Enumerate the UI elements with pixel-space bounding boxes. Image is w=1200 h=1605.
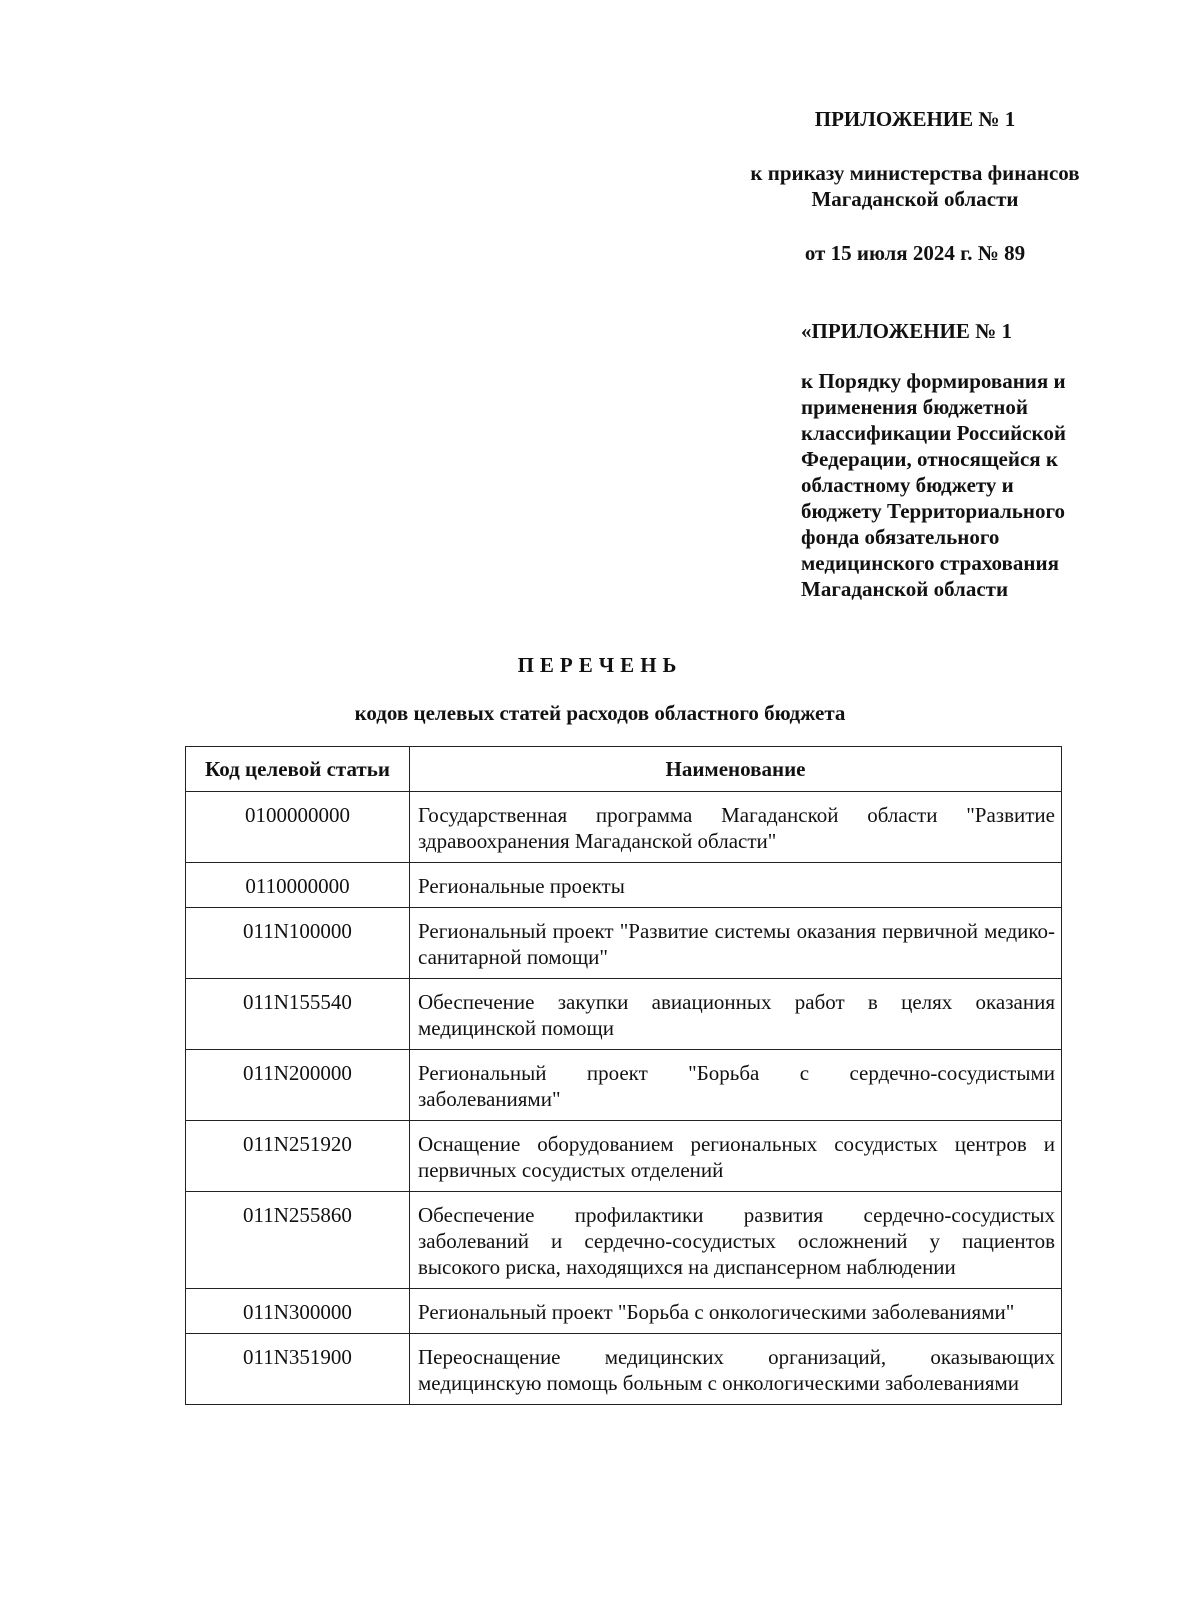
code-cell: 0110000000: [186, 863, 410, 908]
procedure-line: Магаданской области: [801, 577, 1009, 601]
codes-table: [185, 746, 1062, 1405]
code-cell: 011N155540: [186, 979, 410, 1050]
table-row: [186, 1334, 1062, 1405]
table-header-row: [186, 747, 1062, 792]
code-cell: 011N300000: [186, 1289, 410, 1334]
table-row: [186, 908, 1062, 979]
procedure-line: областному бюджету и: [801, 473, 1014, 497]
procedure-line: к Порядку формирования и: [801, 369, 1066, 393]
code-cell: 011N100000: [186, 908, 410, 979]
column-header-name: Наименование: [410, 747, 1062, 792]
table-row: [186, 1121, 1062, 1192]
procedure-line: Федерации, относящейся к: [801, 447, 1059, 471]
procedure-line: классификации Российской: [801, 421, 1066, 445]
table-row: [186, 792, 1062, 863]
name-cell: Региональный проект "Борьба с онкологическими заболеваниями": [410, 1289, 1062, 1334]
name-cell: Государственная программа Магаданской области "Развитие здравоохранения Магаданской области": [410, 792, 1062, 863]
name-cell: Региональный проект "Борьба с сердечно-сосудистыми заболеваниями": [410, 1050, 1062, 1121]
procedure-line: медицинского страхования: [801, 551, 1059, 575]
order-reference: [730, 160, 1100, 212]
order-date: от 15 июля 2024 г. № 89: [804, 241, 1026, 265]
name-cell: Переоснащение медицинских организаций, оказывающих медицинскую помощь больным с онкологическими заболеваниями: [410, 1334, 1062, 1405]
code-cell: 0100000000: [186, 792, 410, 863]
code-cell: 011N200000: [186, 1050, 410, 1121]
table-row: [186, 979, 1062, 1050]
code-cell: 011N255860: [186, 1192, 410, 1289]
code-cell: 011N251920: [186, 1121, 410, 1192]
name-cell: Региональный проект "Развитие системы оказания первичной медико-санитарной помощи": [410, 908, 1062, 979]
code-cell: 011N351900: [186, 1334, 410, 1405]
name-cell: Региональные проекты: [410, 863, 1062, 908]
name-cell: Обеспечение профилактики развития сердечно-сосудистых заболеваний и сердечно-сосудистых осложнений у пациентов высокого риска, находящихся на диспансерном наблюдении: [410, 1192, 1062, 1289]
appendix-heading: ПРИЛОЖЕНИЕ № 1: [814, 107, 1016, 131]
procedure-reference: [801, 368, 1101, 602]
procedure-line: бюджету Территориального: [801, 499, 1066, 523]
procedure-line: применения бюджетной: [801, 395, 1028, 419]
table-row: [186, 1050, 1062, 1121]
column-header-code: Код целевой статьи: [186, 747, 410, 792]
order-reference-line-1: к приказу министерства финансов: [750, 161, 1080, 185]
order-reference-line-2: Магаданской области: [811, 187, 1019, 211]
procedure-line: фонда обязательного: [801, 525, 1000, 549]
table-row: [186, 1192, 1062, 1289]
procedure-appendix-heading: «ПРИЛОЖЕНИЕ № 1: [801, 319, 1013, 343]
list-title: ПЕРЕЧЕНЬ: [517, 653, 683, 677]
list-subtitle: кодов целевых статей расходов областного бюджета: [354, 701, 846, 725]
table-row: [186, 1289, 1062, 1334]
table-row: [186, 863, 1062, 908]
name-cell: Оснащение оборудованием региональных сосудистых центров и первичных сосудистых отделений: [410, 1121, 1062, 1192]
name-cell: Обеспечение закупки авиационных работ в целях оказания медицинской помощи: [410, 979, 1062, 1050]
